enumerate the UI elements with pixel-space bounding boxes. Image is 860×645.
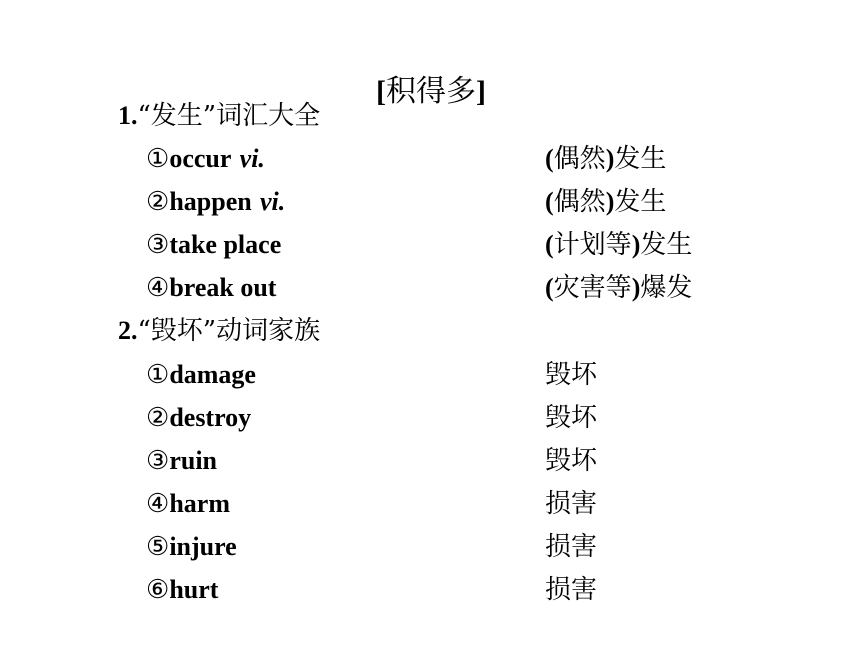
meaning-text: 毁坏: [545, 403, 598, 433]
term-word: destroy: [169, 403, 252, 432]
term-row: [146, 142, 265, 176]
meaning-paren-close: ): [605, 187, 615, 216]
term-word: damage: [169, 360, 256, 389]
term-row: [146, 401, 251, 435]
item-marker: ③: [146, 230, 170, 260]
meaning-row: [545, 228, 692, 262]
meaning-text: 损害: [545, 575, 598, 605]
meaning-paren-open: (: [545, 273, 554, 302]
title-open-bracket: [: [376, 75, 386, 108]
term-word: injure: [169, 532, 237, 561]
meaning-text: 毁坏: [545, 360, 598, 390]
heading-occur: [118, 99, 320, 133]
meaning-text: 损害: [545, 489, 598, 519]
heading-number: 2.: [118, 316, 138, 345]
meaning-text: 发生: [614, 187, 667, 217]
meaning-row: [545, 271, 692, 305]
title-close-bracket: ]: [476, 75, 486, 108]
meaning-text: 毁坏: [545, 446, 598, 476]
item-marker: ⑥: [146, 575, 170, 605]
term-row: [146, 185, 285, 219]
meaning-text: 损害: [545, 532, 598, 562]
item-marker: ③: [146, 446, 170, 476]
meaning-note: 偶然: [553, 144, 606, 174]
item-marker: ⑤: [146, 532, 170, 562]
term-row: [146, 358, 256, 392]
meaning-paren-open: (: [545, 187, 554, 216]
term-row: [146, 573, 218, 607]
item-marker: ①: [146, 360, 170, 390]
meaning-paren-close: ): [605, 144, 615, 173]
term-row: [146, 487, 230, 521]
item-marker: ④: [146, 273, 170, 303]
meaning-paren-open: (: [545, 230, 554, 259]
meaning-row: [545, 142, 666, 176]
section-title: [376, 74, 486, 110]
item-marker: ②: [146, 187, 170, 217]
item-marker: ①: [146, 144, 170, 174]
heading-number: 1.: [118, 101, 138, 130]
meaning-text: 发生: [614, 144, 667, 174]
item-marker: ④: [146, 489, 170, 519]
item-marker: ②: [146, 403, 170, 433]
term-word: break out: [169, 273, 277, 302]
term-row: [146, 444, 217, 478]
part-of-speech: vi.: [259, 187, 286, 216]
meaning-paren-open: (: [545, 144, 554, 173]
heading-text: “毁坏”动词家族: [137, 316, 321, 346]
meaning-paren-close: ): [631, 273, 641, 302]
meaning-paren-close: ): [631, 230, 641, 259]
term-row: [146, 530, 237, 564]
meaning-note: 灾害等: [553, 273, 632, 303]
term-word: ruin: [169, 446, 217, 475]
meaning-note: 计划等: [553, 230, 632, 260]
term-word: occur: [169, 144, 232, 173]
term-word: harm: [169, 489, 230, 518]
term-word: happen: [169, 187, 252, 216]
heading-damage: [118, 314, 320, 348]
term-row: [146, 228, 281, 262]
term-word: hurt: [169, 575, 219, 604]
meaning-text: 爆发: [640, 273, 693, 303]
heading-text: “发生”词汇大全: [137, 101, 321, 131]
term-row: [146, 271, 276, 305]
meaning-row: [545, 185, 666, 219]
part-of-speech: vi.: [239, 144, 265, 173]
meaning-note: 偶然: [553, 187, 606, 217]
title-text: 积得多: [386, 74, 476, 109]
term-word: take place: [169, 230, 282, 259]
meaning-text: 发生: [640, 230, 693, 260]
